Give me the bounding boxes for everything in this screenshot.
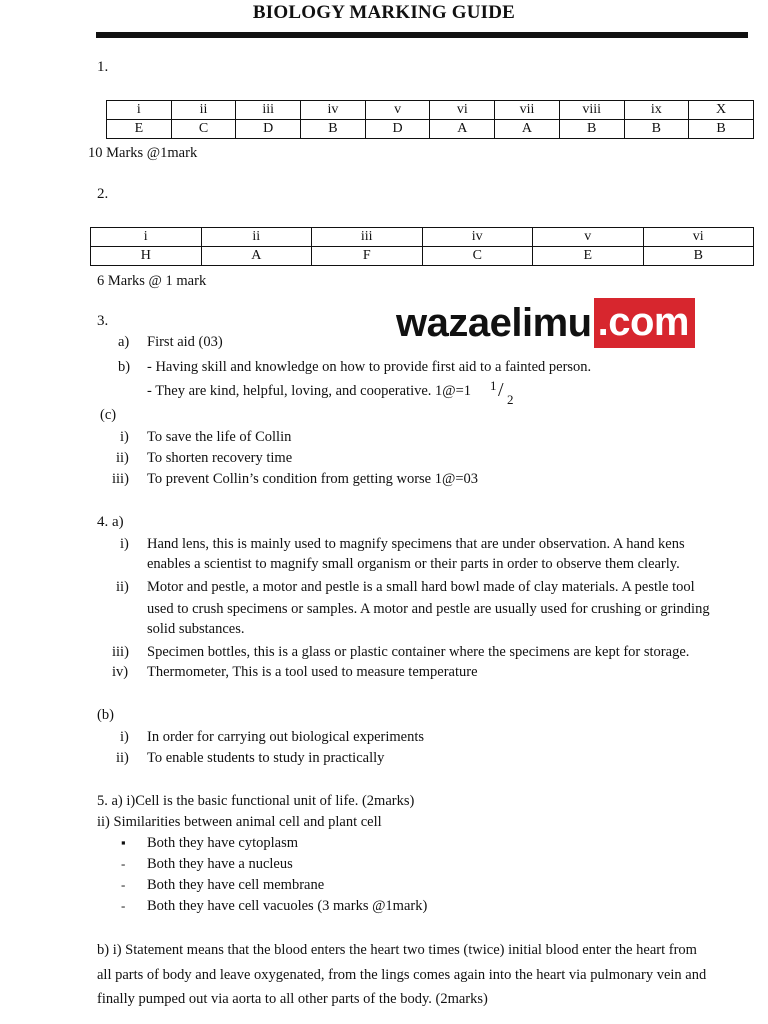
q2-answer-cell: E	[533, 247, 644, 266]
q2-header-row	[91, 228, 754, 247]
title-rule	[96, 32, 748, 38]
q5-similarity-item: Both they have a nucleus	[147, 856, 293, 872]
q1-header-cell: iii	[236, 101, 301, 120]
q1-header-cell: v	[365, 101, 430, 120]
q4a-item-line: Motor and pestle, a motor and pestle is a small hard bowl made of clay materials. A pestle tool	[147, 579, 695, 595]
q2-header-cell: iii	[312, 228, 423, 247]
q1-answer-cell: C	[171, 120, 236, 139]
q4a-item-label: iv)	[112, 664, 129, 680]
page-title: BIOLOGY MARKING GUIDE	[252, 2, 516, 23]
q2-header-cell: iv	[422, 228, 533, 247]
q4b-item-label: i)	[120, 729, 129, 745]
q1-header-cell: vi	[430, 101, 495, 120]
q1-header-cell: i	[107, 101, 172, 120]
q3-number: 3.	[97, 313, 109, 329]
q1-answer-cell: A	[430, 120, 495, 139]
q4a-item-line: Thermometer, This is a tool used to measure temperature	[147, 664, 478, 680]
q4a-item-line: Specimen bottles, this is a glass or plastic container where the specimens are kept for storage.	[147, 644, 690, 660]
q3b-line-1: - Having skill and knowledge on how to provide first aid to a fainted person.	[147, 359, 592, 375]
q4-number: 4. a)	[97, 514, 124, 530]
q1-header-cell: ii	[171, 101, 236, 120]
q1-answer-cell: D	[236, 120, 301, 139]
q2-header-cell: vi	[643, 228, 754, 247]
logo-domain: .com	[594, 298, 695, 348]
q3c-item-text: To save the life of Collin	[147, 429, 292, 445]
q5b-line: b) i) Statement means that the blood enters the heart two times (twice) initial blood enter the heart from	[97, 942, 697, 958]
q4a-item-line: used to crush specimens or samples. A motor and pestle are usually used for crushing or grinding	[147, 601, 710, 617]
bullet-marker: -	[121, 898, 126, 913]
q3c-label: (c)	[100, 407, 117, 423]
q4a-item-label: i)	[120, 536, 129, 552]
q1-header-cell: vii	[495, 101, 560, 120]
bullet-marker: -	[121, 877, 126, 892]
q1-answer-cell: D	[365, 120, 430, 139]
q4a-item-label: iii)	[112, 644, 129, 660]
q3a-label: a)	[118, 334, 130, 350]
q2-header-cell: i	[91, 228, 202, 247]
q5-similarity-item: Both they have cell vacuoles (3 marks @1mark)	[147, 898, 428, 914]
q2-header-cell: v	[533, 228, 644, 247]
bullet-marker: ▪	[121, 835, 126, 850]
fraction-denominator: 2	[507, 392, 514, 407]
q4a-item-label: ii)	[116, 579, 129, 595]
q3c-item-label: iii)	[112, 471, 129, 487]
q4a-item-line: Hand lens, this is mainly used to magnify specimens that are under observation. A hand kens	[147, 536, 685, 552]
q3c-item-text: To shorten recovery time	[147, 450, 293, 466]
q1-answer-table	[106, 100, 754, 139]
q4b-label: (b)	[97, 707, 114, 723]
q3a-text: First aid (03)	[147, 334, 223, 350]
q5b-line: finally pumped out via aorta to all other parts of the body. (2marks)	[97, 991, 488, 1007]
q4a-item-line: enables a scientist to magnify small organism or their parts in order to observe them clearly.	[147, 556, 680, 572]
fraction-slash: /	[498, 379, 504, 401]
q5-similarity-item: Both they have cell membrane	[147, 877, 325, 893]
q1-answer-cell: B	[301, 120, 366, 139]
q2-marks: 6 Marks @ 1 mark	[97, 273, 207, 289]
q1-answer-cell: E	[107, 120, 172, 139]
q1-header-cell: X	[689, 101, 754, 120]
q4a-item-line: solid substances.	[147, 621, 245, 637]
q4b-item-text: To enable students to study in practically	[147, 750, 385, 766]
q3b-line-2: - They are kind, helpful, loving, and cooperative. 1@=1	[147, 383, 472, 399]
q2-answer-table	[90, 227, 754, 266]
q1-header-cell: viii	[559, 101, 624, 120]
q1-answer-cell: B	[689, 120, 754, 139]
wazaelimu-logo	[396, 298, 695, 348]
q1-header-row	[107, 101, 754, 120]
q2-answer-row	[91, 247, 754, 266]
q3c-item-label: ii)	[116, 450, 129, 466]
q4b-item-label: ii)	[116, 750, 129, 766]
fraction-numerator: 1	[490, 378, 497, 393]
q1-answer-row	[107, 120, 754, 139]
q5a-line-2: ii) Similarities between animal cell and plant cell	[97, 814, 382, 830]
q5-similarity-item: Both they have cytoplasm	[147, 835, 299, 851]
q1-header-cell: ix	[624, 101, 689, 120]
q5b-line: all parts of body and leave oxygenated, from the lings comes again into the heart via pulmonary vein and	[97, 967, 707, 983]
q5a-line-1: 5. a) i)Cell is the basic functional unit of life. (2marks)	[97, 793, 415, 809]
q1-number: 1.	[97, 59, 109, 75]
q2-answer-cell: C	[422, 247, 533, 266]
q1-answer-cell: B	[559, 120, 624, 139]
logo-wordmark: wazaelimu	[396, 300, 592, 345]
q3b-label: b)	[118, 359, 131, 375]
q2-number: 2.	[97, 186, 109, 202]
q1-answer-cell: A	[495, 120, 560, 139]
q3c-item-label: i)	[120, 429, 129, 445]
q1-answer-cell: B	[624, 120, 689, 139]
q2-answer-cell: B	[643, 247, 754, 266]
q4b-item-text: In order for carrying out biological experiments	[147, 729, 425, 745]
q1-header-cell: iv	[301, 101, 366, 120]
q2-answer-cell: H	[91, 247, 202, 266]
q3c-item-text: To prevent Collin’s condition from getting worse 1@=03	[147, 471, 479, 487]
bullet-marker: -	[121, 856, 126, 871]
q2-header-cell: ii	[201, 228, 312, 247]
q1-marks: 10 Marks @1mark	[88, 145, 198, 161]
q2-answer-cell: A	[201, 247, 312, 266]
q2-answer-cell: F	[312, 247, 423, 266]
